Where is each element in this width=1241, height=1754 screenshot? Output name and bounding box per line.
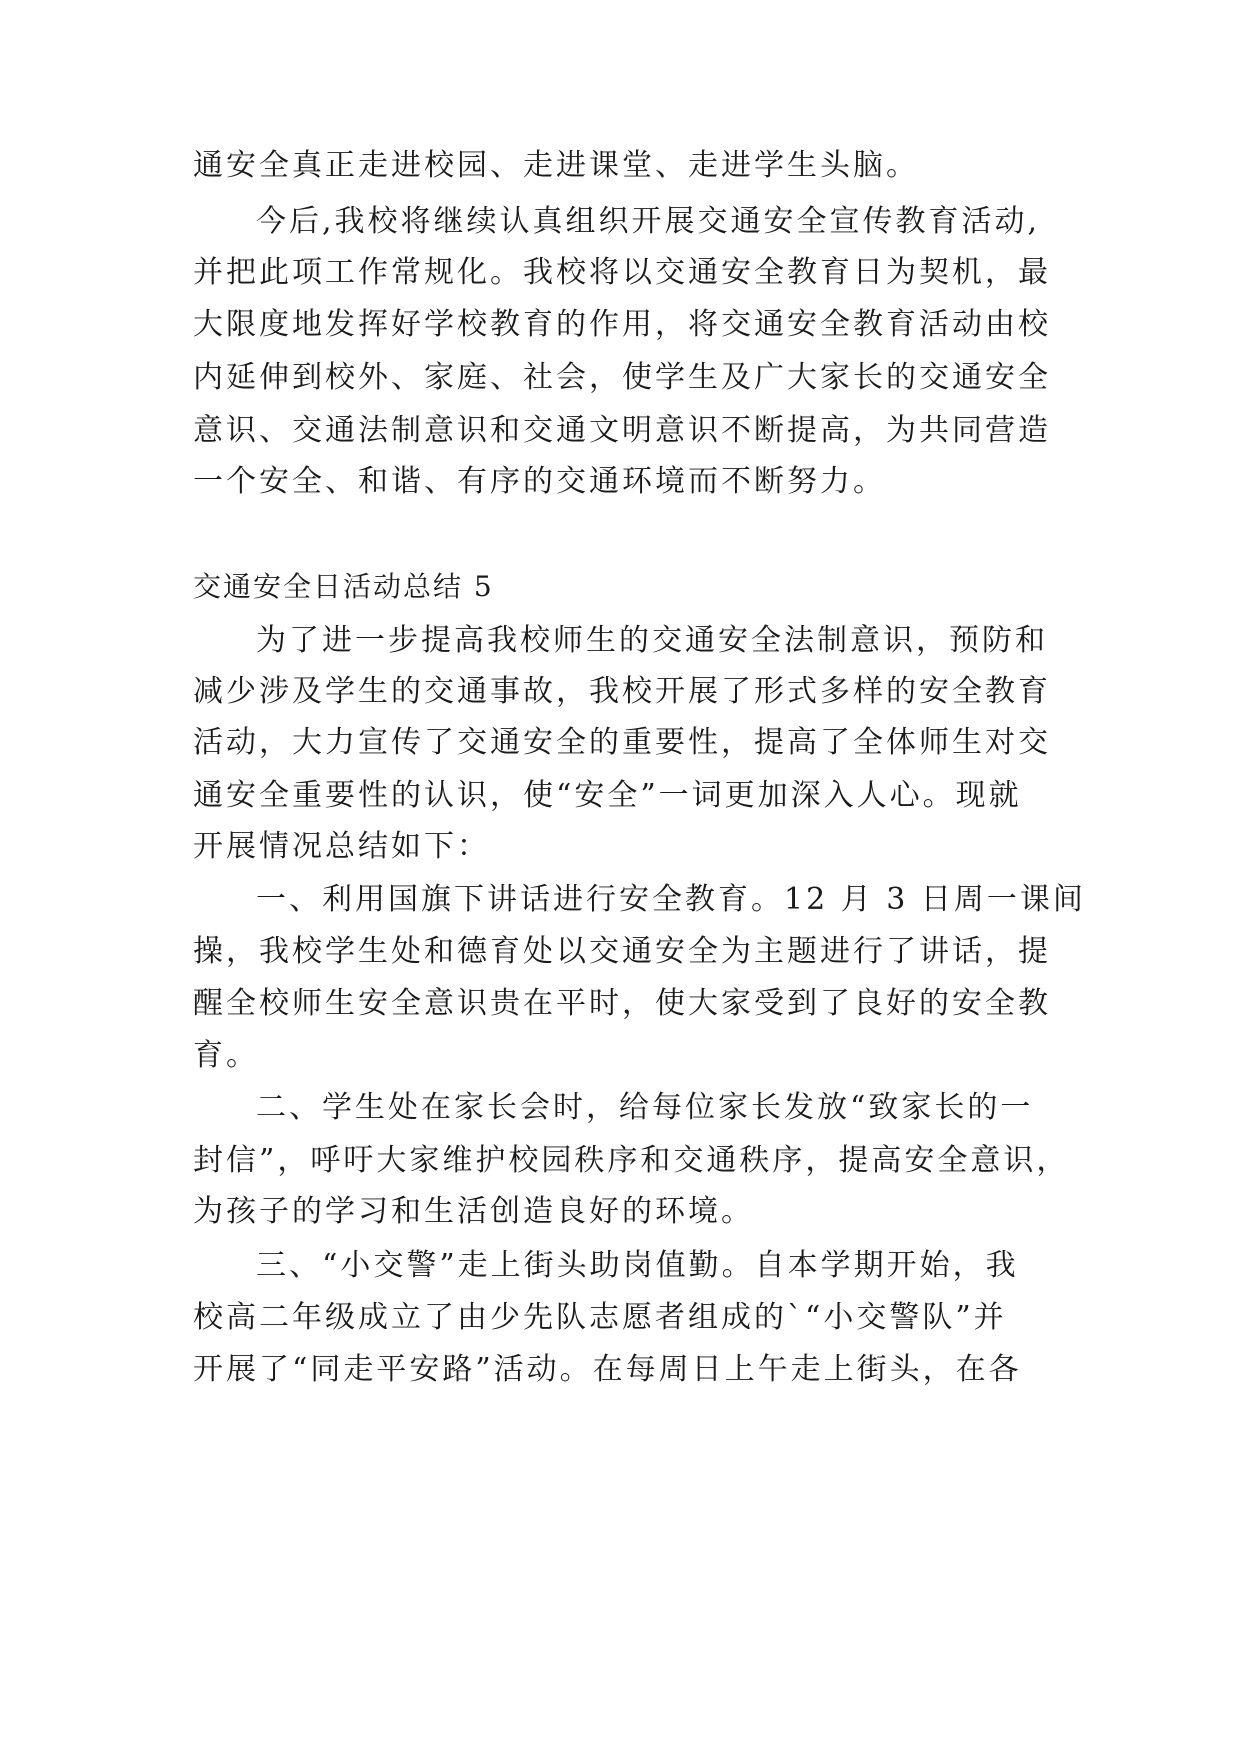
paragraph-line: 育。 [193, 1038, 259, 1073]
paragraph-line: 三、“小交警”走上街头助岗值勤。自本学期开始，我 [256, 1248, 1019, 1283]
paragraph-line: 意识、交通法制意识和交通文明意识不断提高，为共同营造 [193, 413, 1051, 448]
paragraph-line: 开展了“同走平安路”活动。在每周日上午走上街头，在各 [193, 1352, 1022, 1387]
paragraph-line: 并把此项工作常规化。我校将以交通安全教育日为契机，最 [193, 255, 1051, 290]
section-title: 交通安全日活动总结 5 [193, 570, 494, 603]
paragraph-line: 通安全重要性的认识，使“安全”一词更加深入人心。现就 [193, 778, 1022, 813]
paragraph-line: 开展情况总结如下： [193, 829, 490, 864]
paragraph-line: 活动，大力宣传了交通安全的重要性，提高了全体师生对交 [193, 725, 1051, 760]
paragraph-line: 一个安全、和谐、有序的交通环境而不断努力。 [193, 464, 886, 499]
paragraph-line: 为孩子的学习和生活创造良好的环境。 [193, 1194, 754, 1229]
paragraph-line: 一、利用国旗下讲话进行安全教育。12 月 3 日周一课间 [256, 882, 1086, 917]
paragraph-line: 醒全校师生安全意识贵在平时，使大家受到了良好的安全教 [193, 986, 1051, 1021]
paragraph-line: 今后,我校将继续认真组织开展交通安全宣传教育活动, [256, 204, 1041, 239]
paragraph-line: 通安全真正走进校园、走进课堂、走进学生头脑。 [193, 148, 919, 183]
paragraph-line: 封信”，呼吁大家维护校园秩序和交通秩序，提高安全意识， [193, 1143, 1070, 1178]
paragraph-line: 内延伸到校外、家庭、社会，使学生及广大家长的交通安全 [193, 360, 1051, 395]
paragraph-line: 为了进一步提高我校师生的交通安全法制意识，预防和 [256, 623, 1048, 658]
paragraph-line: 减少涉及学生的交通事故，我校开展了形式多样的安全教育 [193, 674, 1051, 709]
paragraph-line: 校高二年级成立了由少先队志愿者组成的`“小交警队”并 [193, 1300, 1007, 1335]
paragraph-line: 二、学生处在家长会时，给每位家长发放“致家长的一 [256, 1090, 1034, 1125]
paragraph-line: 大限度地发挥好学校教育的作用，将交通安全教育活动由校 [193, 307, 1051, 342]
paragraph-line: 操，我校学生处和德育处以交通安全为主题进行了讲话，提 [193, 934, 1051, 969]
